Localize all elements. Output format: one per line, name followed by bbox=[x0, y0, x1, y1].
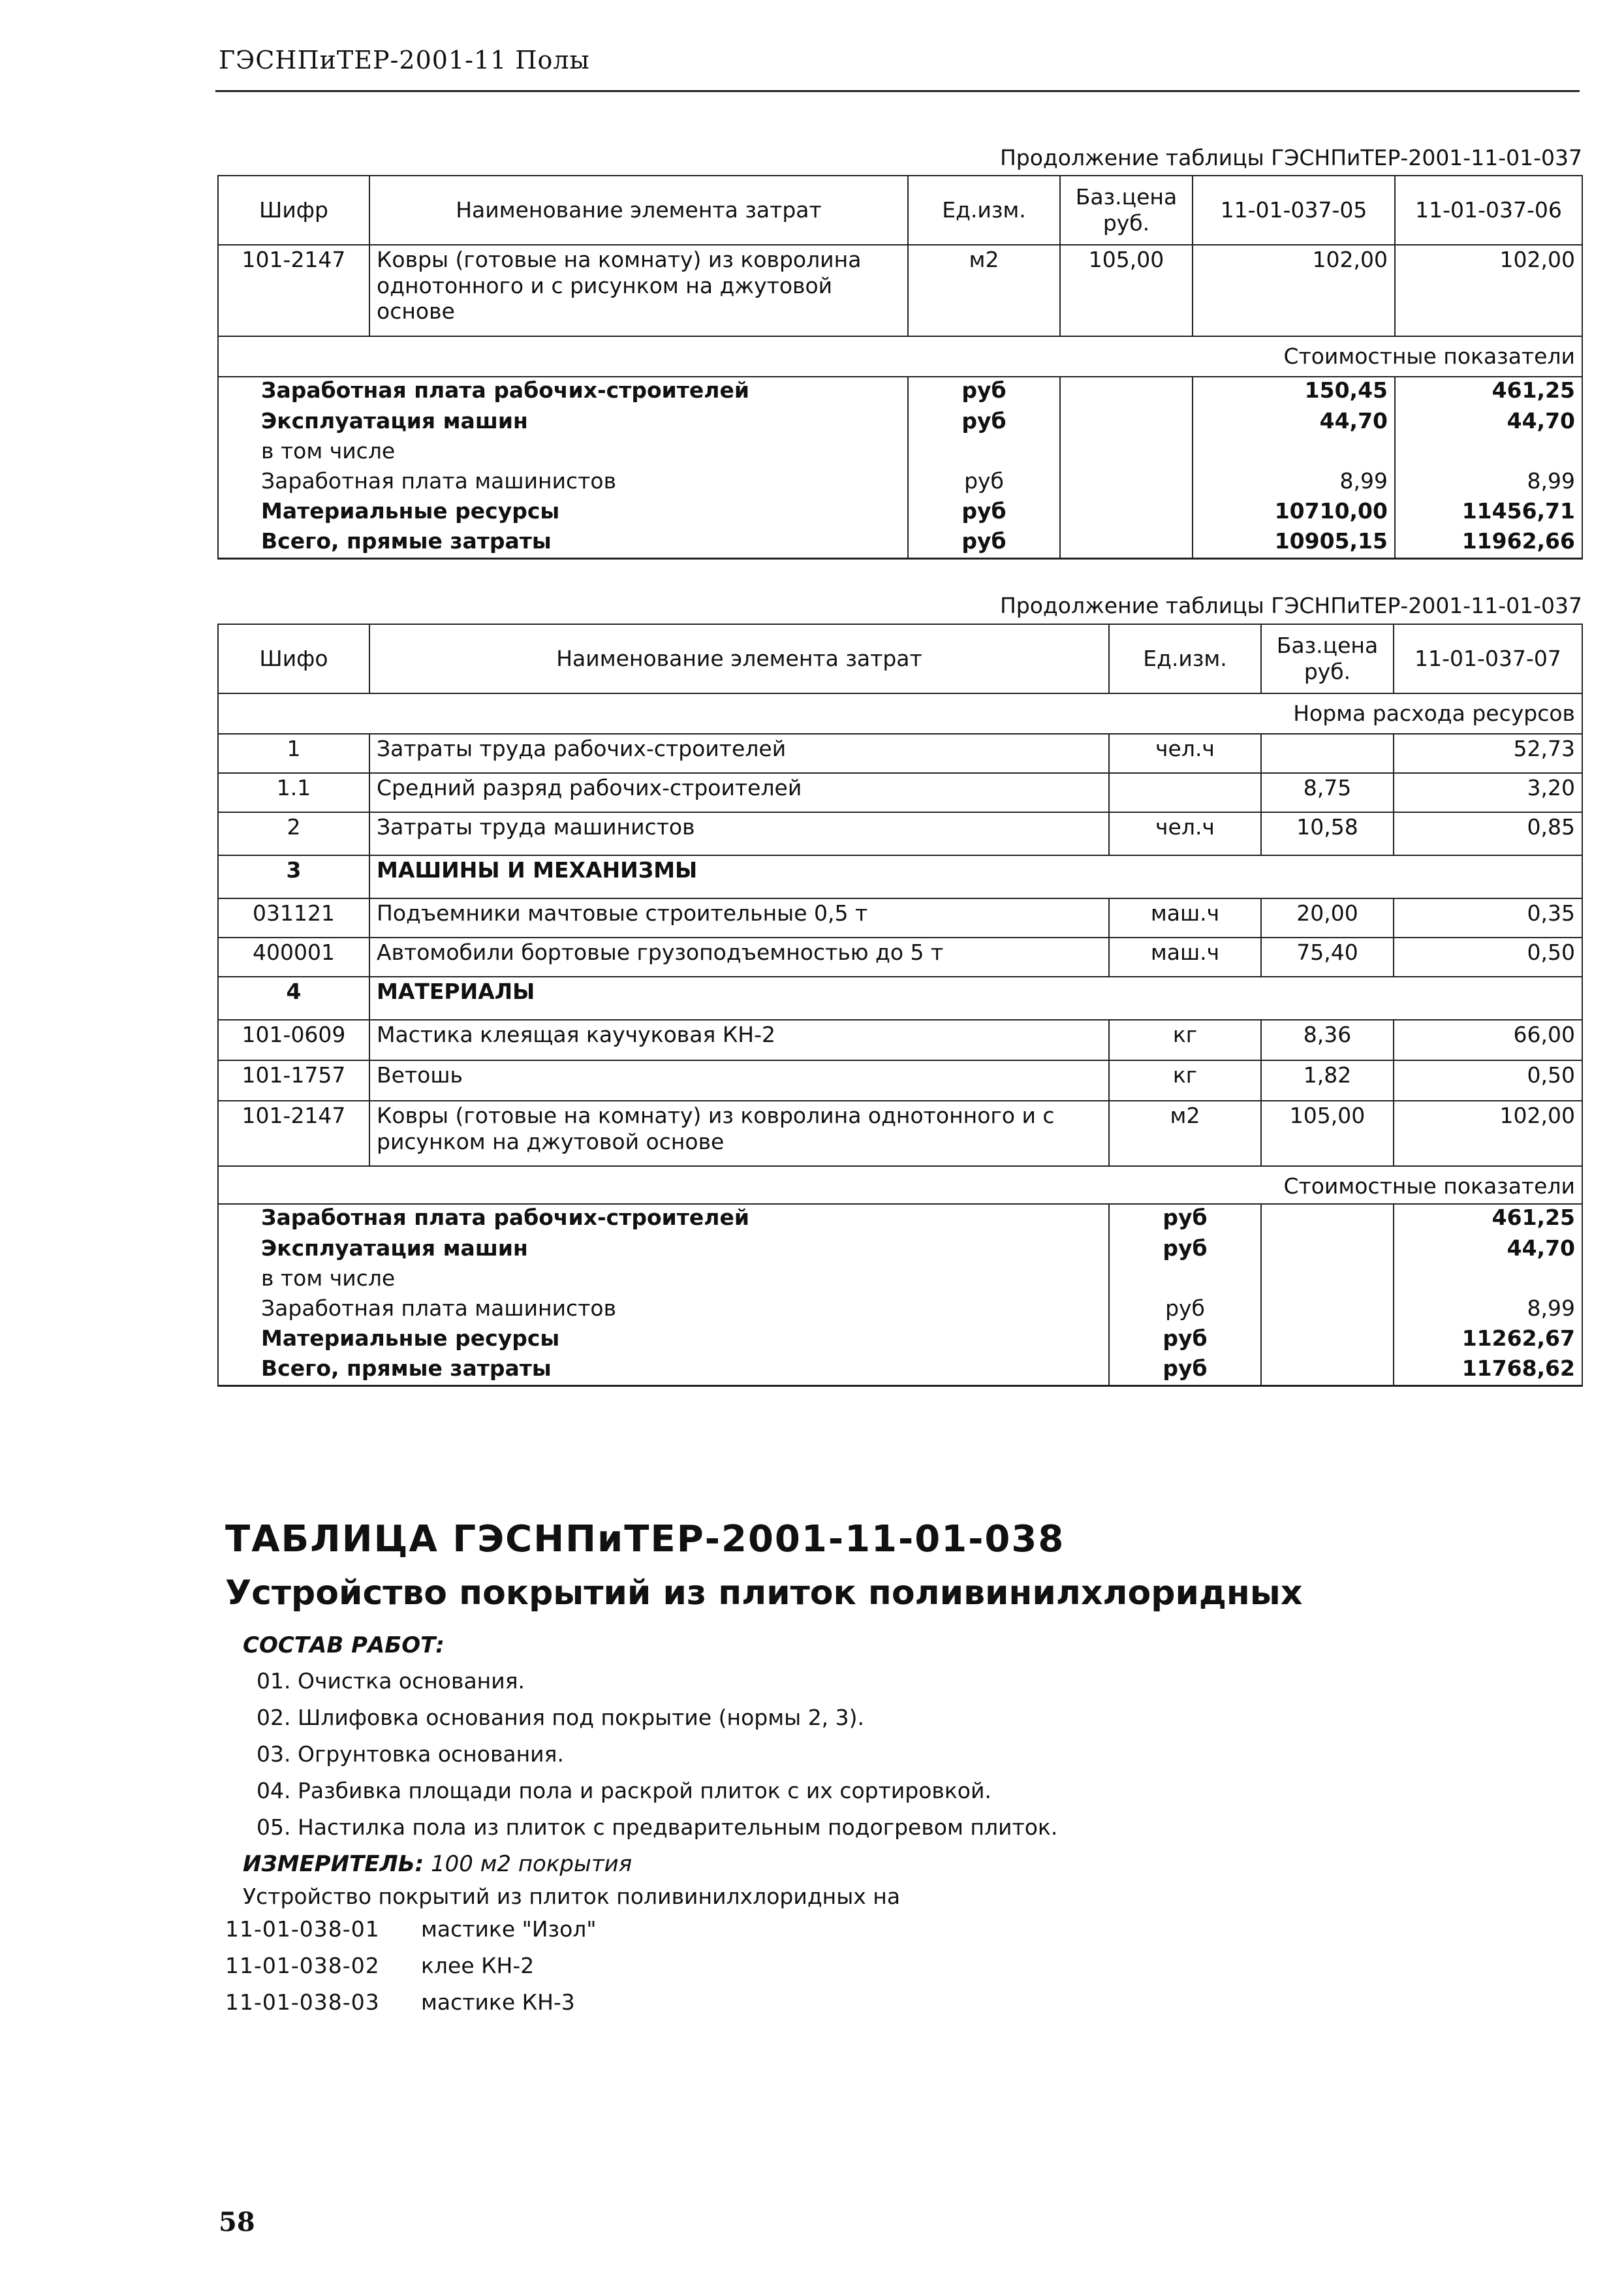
summary-value: 8,99 bbox=[1395, 468, 1582, 498]
row-name: Автомобили бортовые грузоподъемностью до 5 т bbox=[369, 938, 1109, 977]
col-header: 11-01-037-05 bbox=[1193, 176, 1395, 245]
summary-empty bbox=[1261, 1204, 1394, 1235]
summary-row bbox=[218, 377, 1582, 408]
row-code: 101-0609 bbox=[218, 1020, 369, 1060]
list-item: 04. Разбивка площади пола и раскрой плиток с их сортировкой. bbox=[257, 1778, 992, 1803]
row-base-price: 20,00 bbox=[1261, 898, 1394, 938]
cost-caption-row bbox=[218, 336, 1582, 377]
row-unit: чел.ч bbox=[1109, 734, 1261, 773]
list-item: 05. Настилка пола из плиток с предварительным подогревом плиток. bbox=[257, 1814, 1058, 1840]
summary-empty bbox=[1060, 438, 1193, 468]
codes-list bbox=[225, 1916, 597, 2026]
norm-text: мастике "Изол" bbox=[421, 1916, 597, 1942]
summary-unit: руб bbox=[1109, 1235, 1261, 1265]
table-row bbox=[218, 898, 1582, 938]
row-unit: кг bbox=[1109, 1020, 1261, 1060]
table1-header-row bbox=[218, 176, 1582, 245]
row-value: 0,85 bbox=[1394, 812, 1582, 855]
summary-unit: руб bbox=[908, 498, 1060, 528]
col-header: 11-01-037-07 bbox=[1394, 624, 1582, 693]
row-name: Средний разряд рабочих-строителей bbox=[369, 773, 1109, 812]
table-row bbox=[218, 245, 1582, 336]
summary-empty bbox=[1060, 468, 1193, 498]
row-unit: кг bbox=[1109, 1060, 1261, 1101]
summary-value: 461,25 bbox=[1394, 1204, 1582, 1235]
summary-empty bbox=[1060, 498, 1193, 528]
summary-unit: руб bbox=[908, 408, 1060, 438]
summary-label: в том числе bbox=[218, 1265, 1109, 1295]
row-value: 3,20 bbox=[1394, 773, 1582, 812]
summary-label: Заработная плата машинистов bbox=[218, 468, 908, 498]
table-row bbox=[218, 938, 1582, 977]
cost-caption-row bbox=[218, 1166, 1582, 1204]
row-name: Ковры (готовые на комнату) из ковролина однотонного и с рисунком на джутовой основе bbox=[369, 245, 908, 336]
summary-value: 8,99 bbox=[1394, 1295, 1582, 1325]
row-code: 400001 bbox=[218, 938, 369, 977]
summary-unit: руб bbox=[908, 528, 1060, 558]
works-list bbox=[257, 1668, 1057, 1851]
section-row bbox=[218, 977, 1582, 1020]
table2-caption: Продолжение таблицы ГЭСНПиТЕР-2001-11-01-037 bbox=[999, 593, 1582, 618]
list-item bbox=[225, 1953, 597, 1989]
summary-empty bbox=[1261, 1265, 1394, 1295]
col-header: Наименование элемента затрат bbox=[369, 624, 1109, 693]
summary-label: Материальные ресурсы bbox=[218, 1325, 1109, 1355]
summary-empty bbox=[1261, 1295, 1394, 1325]
summary-label: Материальные ресурсы bbox=[218, 498, 908, 528]
summary-row bbox=[218, 1295, 1582, 1325]
summary-empty bbox=[1060, 528, 1193, 558]
row-unit: чел.ч bbox=[1109, 812, 1261, 855]
summary-value bbox=[1193, 438, 1395, 468]
summary-row bbox=[218, 1204, 1582, 1235]
summary-unit: руб bbox=[908, 468, 1060, 498]
row-value: 102,00 bbox=[1193, 245, 1395, 336]
row-name: Подъемники мачтовые строительные 0,5 т bbox=[369, 898, 1109, 938]
summary-empty bbox=[1261, 1235, 1394, 1265]
list-item: 03. Огрунтовка основания. bbox=[257, 1741, 564, 1767]
summary-row bbox=[218, 438, 1582, 468]
row-base-price: 8,36 bbox=[1261, 1020, 1394, 1060]
row-code: 2 bbox=[218, 812, 369, 855]
list-item: 02. Шлифовка основания под покрытие (нормы 2, 3). bbox=[257, 1705, 865, 1730]
row-base-price: 105,00 bbox=[1060, 245, 1193, 336]
meter-line bbox=[243, 1851, 632, 1877]
section-code: 4 bbox=[218, 977, 369, 1020]
summary-value: 8,99 bbox=[1193, 468, 1395, 498]
row-name: Затраты труда рабочих-строителей bbox=[369, 734, 1109, 773]
summary-empty bbox=[1261, 1355, 1394, 1385]
section-title: МАТЕРИАЛЫ bbox=[369, 977, 1582, 1020]
summary-row bbox=[218, 498, 1582, 528]
summary-value: 461,25 bbox=[1395, 377, 1582, 408]
summary-unit: руб bbox=[1109, 1325, 1261, 1355]
list-item bbox=[225, 1989, 597, 2026]
works-label: СОСТАВ РАБОТ: bbox=[243, 1632, 445, 1658]
row-code: 101-2147 bbox=[218, 245, 369, 336]
summary-label: Заработная плата рабочих-строителей bbox=[218, 1204, 1109, 1235]
row-name: Мастика клеящая каучуковая КН-2 bbox=[369, 1020, 1109, 1060]
table2-header-row bbox=[218, 624, 1582, 693]
col-header: Баз.цена руб. bbox=[1060, 176, 1193, 245]
summary-unit: руб bbox=[908, 377, 1060, 408]
col-header: Наименование элемента затрат bbox=[369, 176, 908, 245]
summary-unit bbox=[908, 438, 1060, 468]
summary-empty bbox=[1060, 408, 1193, 438]
summary-value: 11262,67 bbox=[1394, 1325, 1582, 1355]
summary-unit: руб bbox=[1109, 1204, 1261, 1235]
page-number: 58 bbox=[219, 2207, 255, 2238]
col-header: Ед.изм. bbox=[1109, 624, 1261, 693]
summary-unit: руб bbox=[1109, 1295, 1261, 1325]
row-unit: м2 bbox=[1109, 1101, 1261, 1166]
meter-label: ИЗМЕРИТЕЛЬ: bbox=[243, 1851, 424, 1877]
list-item: 01. Очистка основания. bbox=[257, 1668, 525, 1694]
row-value: 0,50 bbox=[1394, 1060, 1582, 1101]
row-code: 101-2147 bbox=[218, 1101, 369, 1166]
table-row bbox=[218, 734, 1582, 773]
row-code: 1.1 bbox=[218, 773, 369, 812]
summary-value: 44,70 bbox=[1395, 408, 1582, 438]
summary-value: 44,70 bbox=[1394, 1235, 1582, 1265]
row-base-price: 8,75 bbox=[1261, 773, 1394, 812]
row-unit: маш.ч bbox=[1109, 938, 1261, 977]
section-row bbox=[218, 855, 1582, 898]
header-rule bbox=[215, 90, 1580, 92]
summary-empty bbox=[1261, 1325, 1394, 1355]
norm-caption: Норма расхода ресурсов bbox=[218, 693, 1582, 734]
summary-label: Эксплуатация машин bbox=[218, 1235, 1109, 1265]
section-code: 3 bbox=[218, 855, 369, 898]
summary-value bbox=[1394, 1265, 1582, 1295]
meter-value: 100 м2 покрытия bbox=[431, 1851, 632, 1877]
cost-caption: Стоимостные показатели bbox=[218, 1166, 1582, 1204]
row-unit bbox=[1109, 773, 1261, 812]
table-row bbox=[218, 773, 1582, 812]
norm-code: 11-01-038-01 bbox=[225, 1916, 380, 1942]
summary-empty bbox=[1060, 377, 1193, 408]
summary-value: 11768,62 bbox=[1394, 1355, 1582, 1385]
row-base-price: 1,82 bbox=[1261, 1060, 1394, 1101]
summary-unit: руб bbox=[1109, 1355, 1261, 1385]
summary-row bbox=[218, 1235, 1582, 1265]
col-header: Ед.изм. bbox=[908, 176, 1060, 245]
summary-value: 150,45 bbox=[1193, 377, 1395, 408]
norm-code: 11-01-038-02 bbox=[225, 1953, 380, 1978]
row-value: 0,50 bbox=[1394, 938, 1582, 977]
table-row bbox=[218, 812, 1582, 855]
summary-value: 11962,66 bbox=[1395, 528, 1582, 558]
table1 bbox=[217, 175, 1583, 560]
list-item bbox=[225, 1916, 597, 1953]
norm-text: клее КН-2 bbox=[421, 1953, 535, 1978]
row-code: 1 bbox=[218, 734, 369, 773]
summary-label: Заработная плата машинистов bbox=[218, 1295, 1109, 1325]
row-code: 101-1757 bbox=[218, 1060, 369, 1101]
running-header: ГЭСНПиТЕР-2001-11 Полы bbox=[219, 46, 590, 74]
col-header: 11-01-037-06 bbox=[1395, 176, 1582, 245]
summary-label: Эксплуатация машин bbox=[218, 408, 908, 438]
row-value: 102,00 bbox=[1394, 1101, 1582, 1166]
row-name: Ветошь bbox=[369, 1060, 1109, 1101]
row-base-price bbox=[1261, 734, 1394, 773]
summary-label: Заработная плата рабочих-строителей bbox=[218, 377, 908, 408]
norm-code: 11-01-038-03 bbox=[225, 1989, 380, 2015]
row-unit: м2 bbox=[908, 245, 1060, 336]
summary-unit bbox=[1109, 1265, 1261, 1295]
col-header: Шифр bbox=[218, 176, 369, 245]
row-code: 031121 bbox=[218, 898, 369, 938]
row-value: 66,00 bbox=[1394, 1020, 1582, 1060]
summary-row bbox=[218, 468, 1582, 498]
row-base-price: 75,40 bbox=[1261, 938, 1394, 977]
row-name: Ковры (готовые на комнату) из ковролина однотонного и с рисунком на джутовой основе bbox=[369, 1101, 1109, 1166]
section-subtitle: Устройство покрытий из плиток поливинилхлоридных bbox=[225, 1573, 1303, 1613]
summary-label: в том числе bbox=[218, 438, 908, 468]
table-row bbox=[218, 1101, 1582, 1166]
summary-value: 10905,15 bbox=[1193, 528, 1395, 558]
summary-row bbox=[218, 528, 1582, 558]
row-unit: маш.ч bbox=[1109, 898, 1261, 938]
summary-row bbox=[218, 1265, 1582, 1295]
norm-text: мастике КН-3 bbox=[421, 1989, 575, 2015]
col-header: Шифо bbox=[218, 624, 369, 693]
row-value: 0,35 bbox=[1394, 898, 1582, 938]
row-value: 102,00 bbox=[1395, 245, 1582, 336]
row-base-price: 105,00 bbox=[1261, 1101, 1394, 1166]
summary-value bbox=[1395, 438, 1582, 468]
summary-row bbox=[218, 1355, 1582, 1385]
section-title: ТАБЛИЦА ГЭСНПиТЕР-2001-11-01-038 bbox=[225, 1518, 1065, 1560]
table-row bbox=[218, 1020, 1582, 1060]
col-header: Баз.цена руб. bbox=[1261, 624, 1394, 693]
intro-text: Устройство покрытий из плиток поливинилхлоридных на bbox=[243, 1884, 901, 1909]
summary-row bbox=[218, 408, 1582, 438]
row-name: Затраты труда машинистов bbox=[369, 812, 1109, 855]
cost-caption: Стоимостные показатели bbox=[218, 336, 1582, 377]
summary-label: Всего, прямые затраты bbox=[218, 1355, 1109, 1385]
summary-value: 44,70 bbox=[1193, 408, 1395, 438]
summary-row bbox=[218, 1325, 1582, 1355]
summary-value: 11456,71 bbox=[1395, 498, 1582, 528]
table-row bbox=[218, 1060, 1582, 1101]
summary-value: 10710,00 bbox=[1193, 498, 1395, 528]
row-value: 52,73 bbox=[1394, 734, 1582, 773]
summary-label: Всего, прямые затраты bbox=[218, 528, 908, 558]
section-title: МАШИНЫ И МЕХАНИЗМЫ bbox=[369, 855, 1582, 898]
norm-caption-row bbox=[218, 693, 1582, 734]
row-base-price: 10,58 bbox=[1261, 812, 1394, 855]
table2 bbox=[217, 624, 1583, 1387]
table1-caption: Продолжение таблицы ГЭСНПиТЕР-2001-11-01-037 bbox=[999, 145, 1582, 170]
